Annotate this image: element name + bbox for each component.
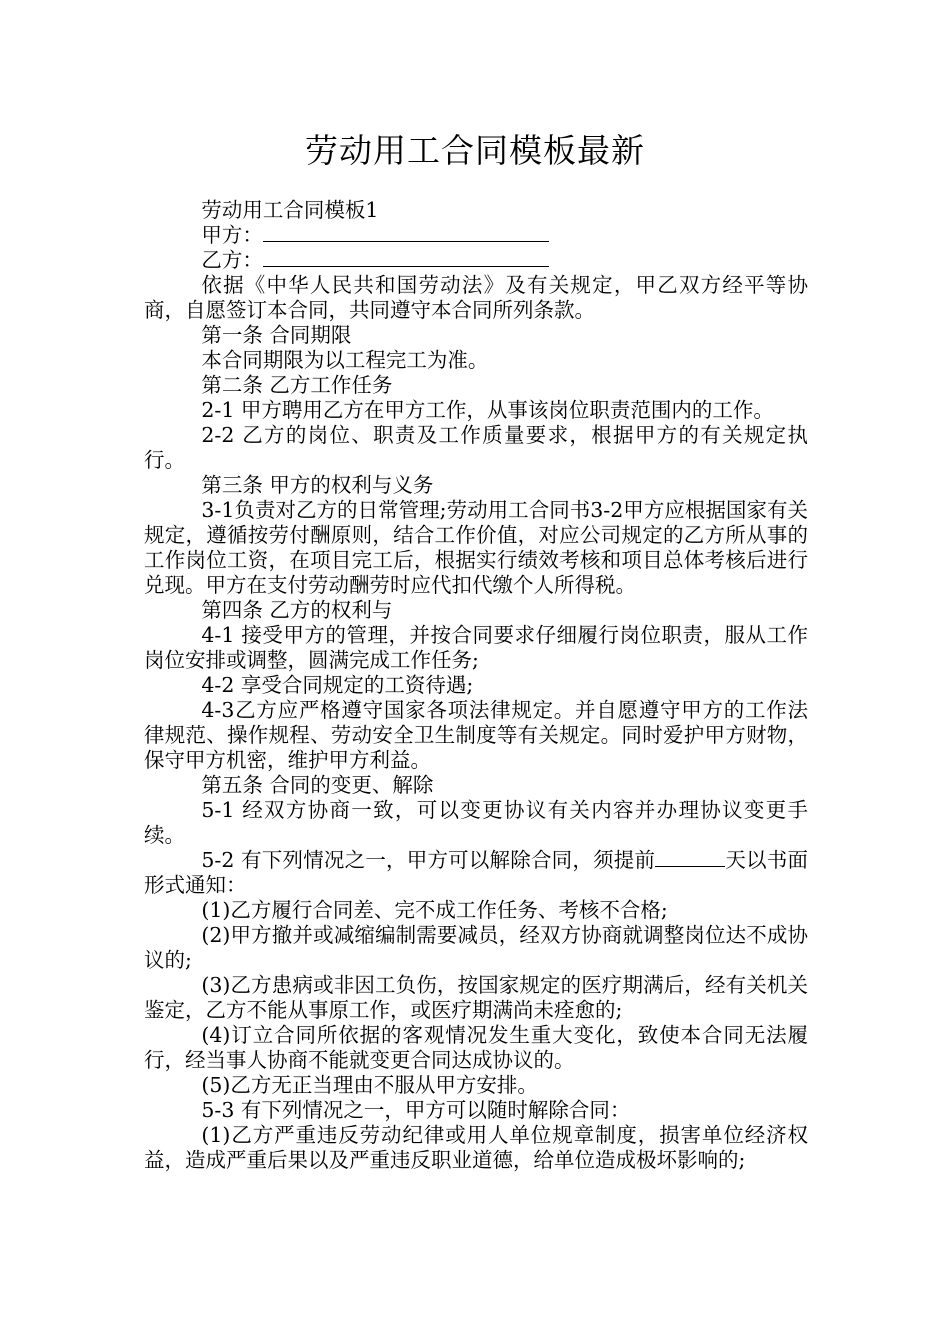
clause-5-2-item-4: (4)订立合同所依据的客观情况发生重大变化，致使本合同无法履行，经当事人协商不能就变更合同达成协议的。 bbox=[144, 1023, 808, 1072]
clause-2-1: 2-1 甲方聘用乙方在甲方工作，从事该岗位职责范围内的工作。 bbox=[201, 398, 774, 422]
clause-5-2-text-a: 5-2 有下列情况之一，甲方可以解除合同，须提前 bbox=[201, 848, 656, 872]
section-heading-1: 第一条 合同期限 bbox=[201, 323, 352, 347]
clause-5-1: 5-1 经双方协商一致，可以变更协议有关内容并办理协议变更手续。 bbox=[144, 798, 808, 847]
notice-days-blank bbox=[655, 848, 725, 867]
clause-5-2-item-1: (1)乙方履行合同差、完不成工作任务、考核不合格; bbox=[201, 898, 668, 922]
section-heading-3: 第三条 甲方的权利与义务 bbox=[201, 473, 434, 497]
clause-2-2: 2-2 乙方的岗位、职责及工作质量要求，根据甲方的有关规定执行。 bbox=[144, 423, 808, 472]
party-b-label: 乙方： bbox=[201, 248, 263, 272]
paragraph-intro: 依据《中华人民共和国劳动法》及有关规定，甲乙双方经平等协商，自愿签订本合同，共同遵守本合同所列条款。 bbox=[144, 273, 808, 322]
party-a-blank bbox=[263, 223, 549, 242]
clause-4-2: 4-2 享受合同规定的工资待遇; bbox=[201, 673, 474, 697]
clause-4-3: 4-3乙方应严格遵守国家各项法律规定。并自愿遵守甲方的工作法律规范、操作规程、劳动安全卫生制度等有关规定。同时爱护甲方财物，保守甲方机密，维护甲方利益。 bbox=[144, 698, 808, 772]
document-title: 劳动用工合同模板最新 bbox=[305, 131, 645, 170]
clause-5-2-item-3: (3)乙方患病或非因工负伤，按国家规定的医疗期满后，经有关机关鉴定，乙方不能从事原工作，或医疗期满尚未痊愈的; bbox=[144, 973, 808, 1022]
clause-5-3: 5-3 有下列情况之一，甲方可以随时解除合同： bbox=[201, 1098, 631, 1122]
clause-5-2 bbox=[144, 848, 808, 898]
section-heading-2: 第二条 乙方工作任务 bbox=[201, 373, 393, 397]
paragraph-term: 本合同期限为以工程完工为准。 bbox=[201, 348, 489, 372]
clause-5-2-text-b: 天以书面形式通知： bbox=[144, 848, 808, 897]
paragraph-party-b bbox=[144, 248, 808, 273]
clause-5-2-item-2: (2)甲方撤并或减缩编制需要减员，经双方协商就调整岗位达不成协议的; bbox=[144, 923, 808, 972]
section-heading-4: 第四条 乙方的权利与 bbox=[201, 598, 393, 622]
party-a-label: 甲方： bbox=[201, 223, 263, 247]
paragraph-party-a bbox=[144, 223, 808, 248]
section-heading-5: 第五条 合同的变更、解除 bbox=[201, 773, 434, 797]
clause-3-1: 3-1负责对乙方的日常管理;劳动用工合同书3-2甲方应根据国家有关规定，遵循按劳付酬原则，结合工作价值，对应公司规定的乙方所从事的工作岗位工资，在项目完工后，根据实行绩效考核和项目总体考核后进行兑现。甲方在支付劳动酬劳时应代扣代缴个人所得税。 bbox=[144, 498, 808, 597]
party-b-blank bbox=[263, 248, 549, 267]
document-body bbox=[144, 198, 808, 1173]
clause-4-1: 4-1 接受甲方的管理，并按合同要求仔细履行岗位职责，服从工作岗位安排或调整，圆满完成工作任务; bbox=[144, 623, 808, 672]
paragraph-subtitle: 劳动用工合同模板1 bbox=[201, 198, 379, 222]
clause-5-3-item-1: (1)乙方严重违反劳动纪律或用人单位规章制度，损害单位经济权益，造成严重后果以及严重违反职业道德，给单位造成极坏影响的; bbox=[144, 1123, 808, 1172]
clause-5-2-item-5: (5)乙方无正当理由不服从甲方安排。 bbox=[201, 1073, 538, 1097]
